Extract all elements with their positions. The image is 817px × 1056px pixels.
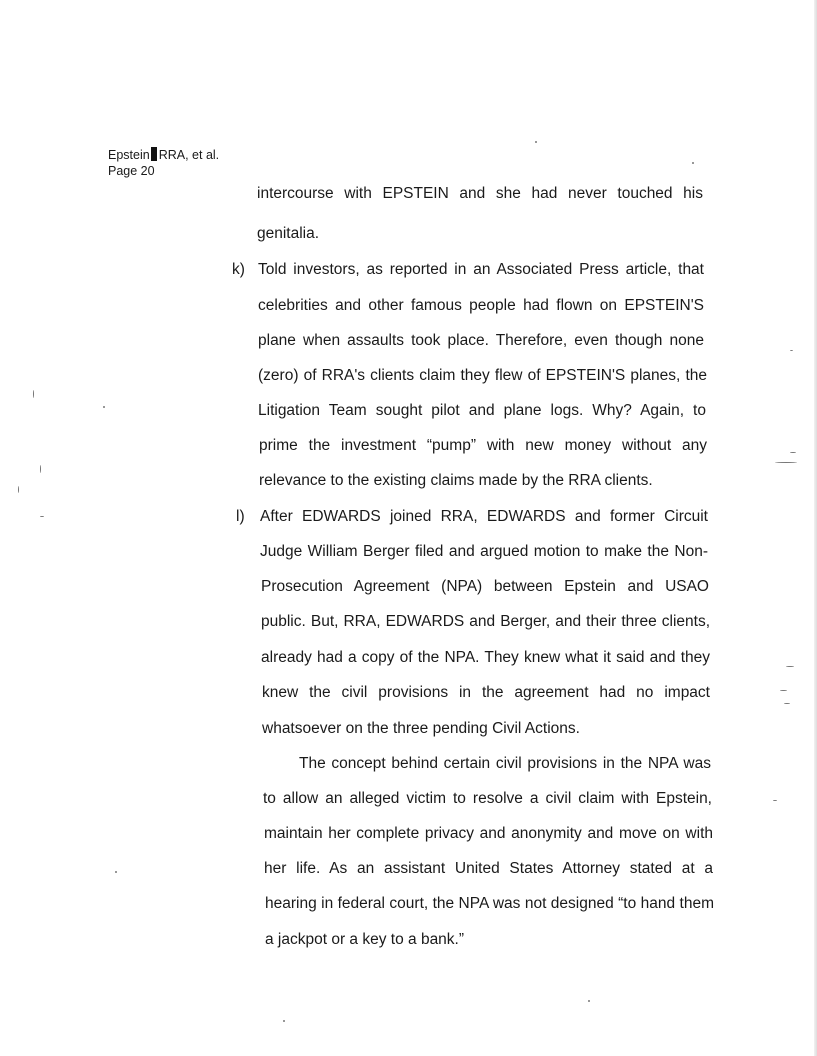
list-marker-k: k) [232, 261, 245, 278]
scan-speck [775, 462, 797, 463]
scan-speck [18, 486, 19, 493]
scan-speck [103, 406, 105, 408]
item-k-line: Told investors, as reported in an Associated Press article, that [258, 261, 704, 278]
paragraph-line: The concept behind certain civil provisions in the NPA was [299, 755, 711, 772]
item-k-line: Litigation Team sought pilot and plane logs. Why? Again, to [258, 402, 706, 419]
continuation-line: intercourse with EPSTEIN and she had never touched his [257, 185, 703, 202]
continuation-line: genitalia. [257, 225, 320, 242]
caption-left: Epstein [108, 148, 150, 162]
case-caption-header [108, 147, 219, 179]
item-l-line: Prosecution Agreement (NPA) between Epstein and USAO [261, 578, 709, 595]
scan-speck [790, 452, 796, 453]
item-l-line: whatsoever on the three pending Civil Actions. [262, 720, 580, 737]
scan-speck [115, 871, 117, 873]
scan-speck [773, 800, 777, 801]
scan-speck [535, 141, 537, 143]
scan-speck [588, 1000, 590, 1002]
item-k-line: plane when assaults took place. Therefore, even though none [258, 332, 704, 349]
item-k-line: prime the investment “pump” with new money without any [259, 437, 707, 454]
scan-speck [40, 465, 41, 473]
paragraph-line: hearing in federal court, the NPA was not designed “to hand them [265, 895, 714, 912]
scan-speck [790, 350, 793, 351]
scan-speck [786, 666, 794, 667]
paragraph-line: her life. As an assistant United States Attorney stated at a [264, 860, 713, 877]
item-l-line: Judge William Berger filed and argued motion to make the Non- [260, 543, 708, 560]
list-marker-l: l) [236, 508, 245, 525]
scan-speck [33, 390, 34, 398]
item-l-line: After EDWARDS joined RRA, EDWARDS and former Circuit [260, 508, 708, 525]
item-l-line: knew the civil provisions in the agreement had no impact [262, 684, 710, 701]
paragraph-line: a jackpot or a key to a bank.” [265, 931, 465, 948]
scan-speck [692, 162, 694, 164]
item-k-line: (zero) of RRA's clients claim they flew of EPSTEIN'S planes, the [258, 367, 707, 384]
caption-right: RRA, et al. [158, 148, 220, 162]
scan-speck [283, 1020, 285, 1022]
item-l-line: already had a copy of the NPA. They knew what it said and they [261, 649, 710, 666]
item-l-line: public. But, RRA, EDWARDS and Berger, and their three clients, [261, 613, 710, 630]
item-k-line: relevance to the existing claims made by the RRA clients. [259, 472, 653, 489]
item-k-line: celebrities and other famous people had flown on EPSTEIN'S [258, 297, 704, 314]
page-number: Page 20 [108, 164, 155, 178]
case-caption [108, 147, 219, 163]
redaction-mark [151, 147, 157, 161]
paragraph-line: to allow an alleged victim to resolve a civil claim with Epstein, [263, 790, 712, 807]
scan-speck [780, 690, 787, 691]
paragraph-line: maintain her complete privacy and anonymity and move on with [264, 825, 713, 842]
scan-speck [784, 703, 790, 704]
scan-speck [40, 516, 44, 517]
